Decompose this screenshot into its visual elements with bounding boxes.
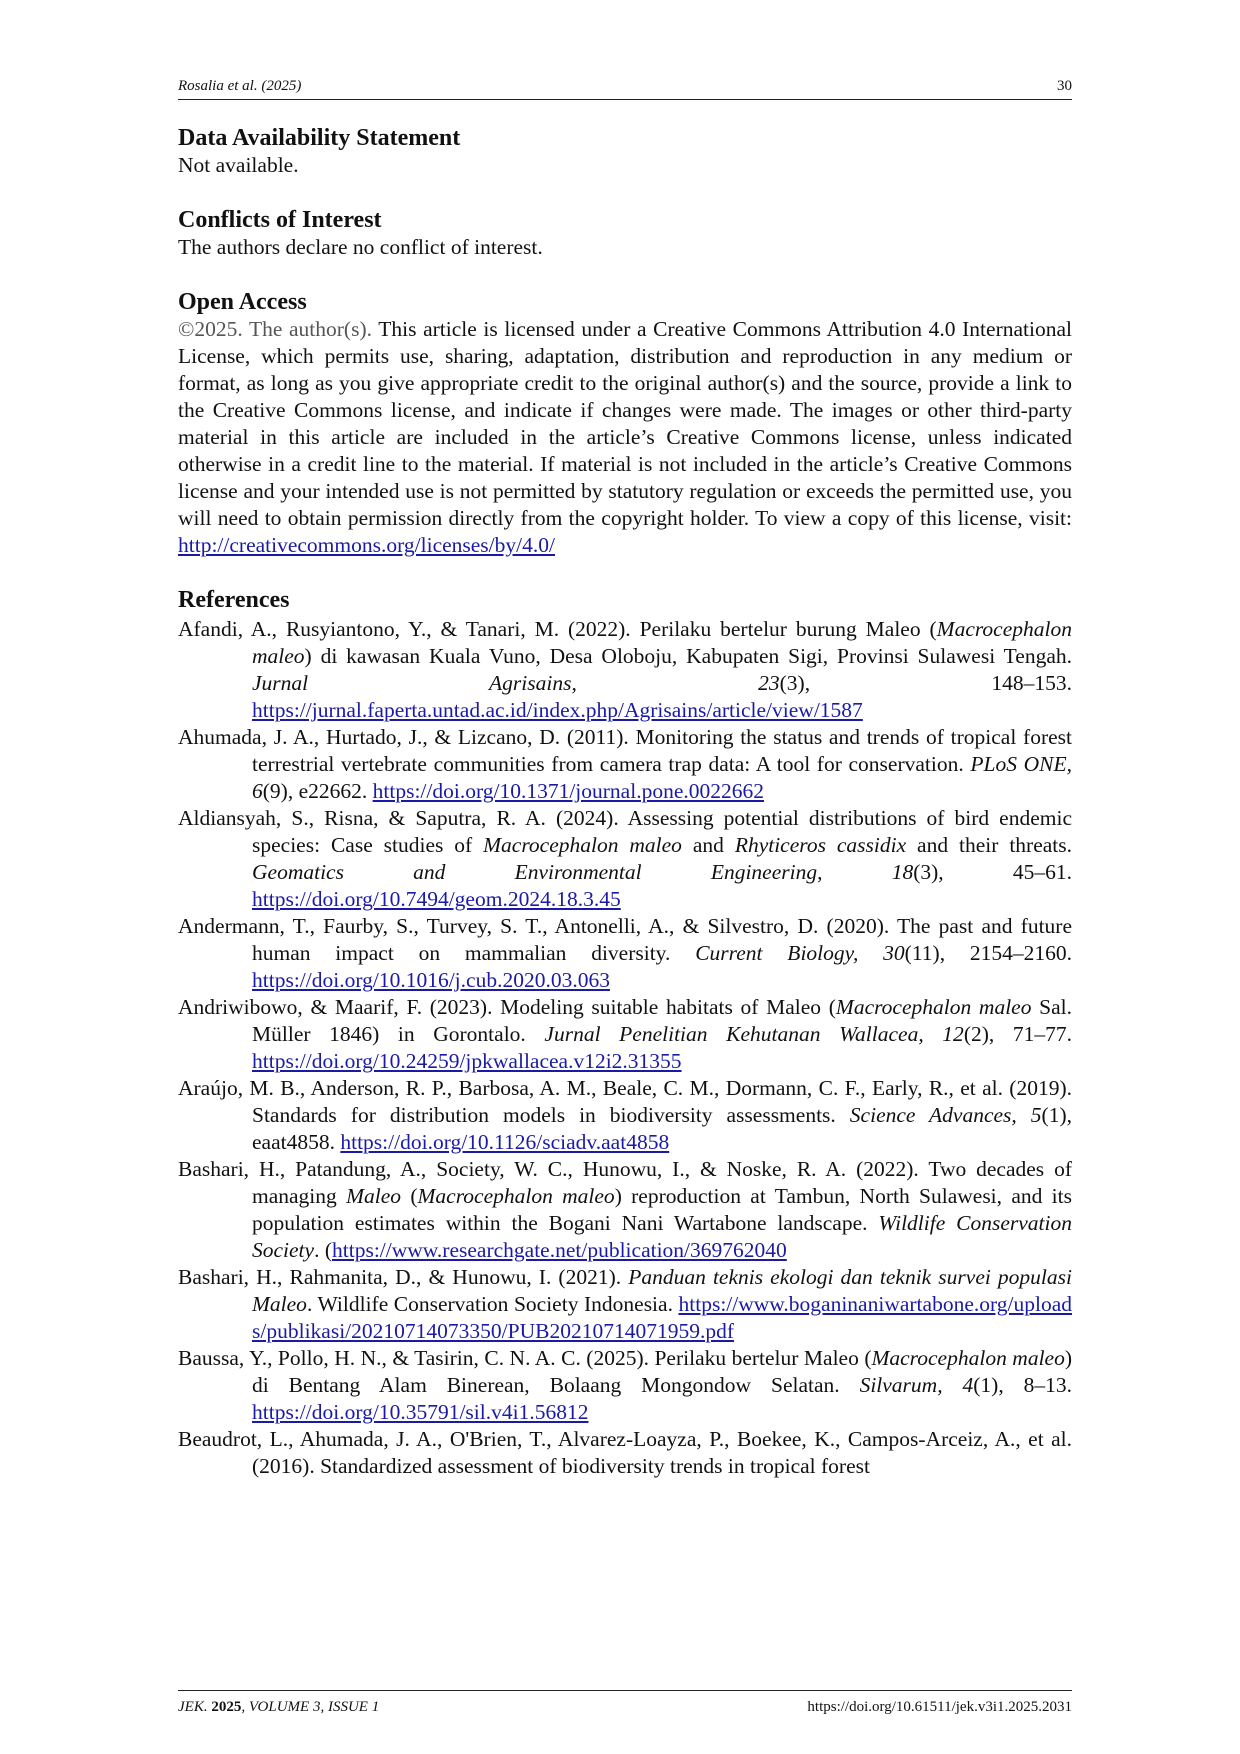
reference-link[interactable]: https://doi.org/10.1126/sciadv.aat4858: [340, 1130, 670, 1154]
reference-link[interactable]: https://doi.org/10.24259/jpkwallacea.v12i2.31355: [252, 1049, 682, 1073]
reference-link[interactable]: https://www.researchgate.net/publication/369762040: [332, 1238, 787, 1262]
running-head: Rosalia et al. (2025): [178, 78, 302, 94]
open-access-heading: Open Access: [178, 289, 307, 315]
data-availability-heading: Data Availability Statement: [178, 125, 461, 151]
reference-item: Araújo, M. B., Anderson, R. P., Barbosa, A. M., Beale, C. M., Dormann, C. F., Early, R., et al. (2019). Standards for distribution models in biodiversity assessments. Science Advances, 5(1), eaat4858. https://doi.org/10.1126/sciadv.aat4858: [178, 1076, 1072, 1154]
reference-item: Aldiansyah, S., Risna, & Saputra, R. A. (2024). Assessing potential distributions of bird endemic species: Case studies of Macrocephalon maleo and Rhyticeros cassidix and their threats. Geomatics and Environmental Engineering, 18(3), 45–61. https://doi.org/10.7494/geom.2024.18.3.45: [178, 806, 1072, 911]
reference-link[interactable]: https://doi.org/10.35791/sil.v4i1.56812: [252, 1400, 589, 1424]
reference-link[interactable]: https://jurnal.faperta.untad.ac.id/index.php/Agrisains/article/view/1587: [252, 698, 863, 722]
reference-link[interactable]: https://doi.org/10.1016/j.cub.2020.03.063: [252, 968, 610, 992]
reference-item: Beaudrot, L., Ahumada, J. A., O'Brien, T., Alvarez-Loayza, P., Boekee, K., Campos-Arceiz, A., et al. (2016). Standardized assessment of biodiversity trends in tropical forest: [178, 1427, 1072, 1478]
reference-link[interactable]: https://doi.org/10.1371/journal.pone.0022662: [372, 779, 764, 803]
page-footer: [178, 1690, 1072, 1716]
reference-item: Ahumada, J. A., Hurtado, J., & Lizcano, D. (2011). Monitoring the status and trends of tropical forest terrestrial vertebrate communities from camera trap data: A tool for conservation. PLoS ONE, 6(9), e22662. https://doi.org/10.1371/journal.pone.0022662: [178, 725, 1072, 803]
license-link[interactable]: http://creativecommons.org/licenses/by/4.0/: [178, 533, 555, 557]
reference-item: Afandi, A., Rusyiantono, Y., & Tanari, M. (2022). Perilaku bertelur burung Maleo (Macrocephalon maleo) di kawasan Kuala Vuno, Desa Oloboju, Kabupaten Sigi, Provinsi Sulawesi Tengah. Jurnal Agrisains, 23(3), 148–153. https://jurnal.faperta.untad.ac.id/index.php/Agrisains/article/view/1587: [178, 617, 1072, 722]
reference-link[interactable]: https://www.boganinaniwartabone.org/uploads/publikasi/20210714073350/PUB20210714071959.pdf: [252, 1292, 1072, 1343]
journal-issue: JEK. 2025, VOLUME 3, ISSUE 1: [178, 1699, 380, 1715]
open-access-text: [178, 316, 1072, 559]
conflicts-heading: Conflicts of Interest: [178, 207, 382, 233]
data-availability-text: Not available.: [178, 153, 299, 177]
reference-list: [178, 616, 1072, 1480]
reference-link[interactable]: https://doi.org/10.7494/geom.2024.18.3.45: [252, 887, 621, 911]
page-body: [178, 124, 1072, 1480]
running-header: [178, 78, 1072, 100]
license-text: This article is licensed under a Creative Commons Attribution 4.0 International License, which permits use, sharing, adaptation, distribution and reproduction in any medium or format, as long as you give appropriate credit to the original author(s) and the source, provide a link to the Creative Commons license, and indicate if changes were made. The images or other third-party material in this article are included in the article’s Creative Commons license, unless indicated otherwise in a credit line to the material. If material is not included in the article’s Creative Commons license and your intended use is not permitted by statutory regulation or exceeds the permitted use, you will need to obtain permission directly from the copyright holder. To view a copy of this license, visit:: [178, 317, 1072, 530]
reference-item: Andermann, T., Faurby, S., Turvey, S. T., Antonelli, A., & Silvestro, D. (2020). The past and future human impact on mammalian diversity. Current Biology, 30(11), 2154–2160. https://doi.org/10.1016/j.cub.2020.03.063: [178, 914, 1072, 992]
reference-item: Bashari, H., Patandung, A., Society, W. C., Hunowu, I., & Noske, R. A. (2022). Two decades of managing Maleo (Macrocephalon maleo) reproduction at Tambun, North Sulawesi, and its population estimates within the Bogani Nani Wartabone landscape. Wildlife Conservation Society. (https://www.researchgate.net/publication/369762040: [178, 1157, 1072, 1262]
reference-item: Andriwibowo, & Maarif, F. (2023). Modeling suitable habitats of Maleo (Macrocephalon maleo Sal. Müller 1846) in Gorontalo. Jurnal Penelitian Kehutanan Wallacea, 12(2), 71–77. https://doi.org/10.24259/jpkwallacea.v12i2.31355: [178, 995, 1073, 1073]
copyright-notice: ©2025. The author(s).: [178, 317, 372, 341]
conflicts-text: The authors declare no conflict of interest.: [178, 235, 543, 259]
references-heading: References: [178, 587, 290, 613]
page-number: 30: [1057, 78, 1072, 94]
reference-item: Bashari, H., Rahmanita, D., & Hunowu, I. (2021). Panduan teknis ekologi dan teknik survei populasi Maleo. Wildlife Conservation Society Indonesia. https://www.boganinaniwartabone.org/uploads/publikasi/20210714073350/PUB20210714071959.pdf: [178, 1265, 1073, 1343]
article-doi: https://doi.org/10.61511/jek.v3i1.2025.2031: [807, 1699, 1072, 1715]
reference-item: Baussa, Y., Pollo, H. N., & Tasirin, C. N. A. C. (2025). Perilaku bertelur Maleo (Macrocephalon maleo) di Bentang Alam Binerean, Bolaang Mongondow Selatan. Silvarum, 4(1), 8–13. https://doi.org/10.35791/sil.v4i1.56812: [178, 1346, 1073, 1424]
